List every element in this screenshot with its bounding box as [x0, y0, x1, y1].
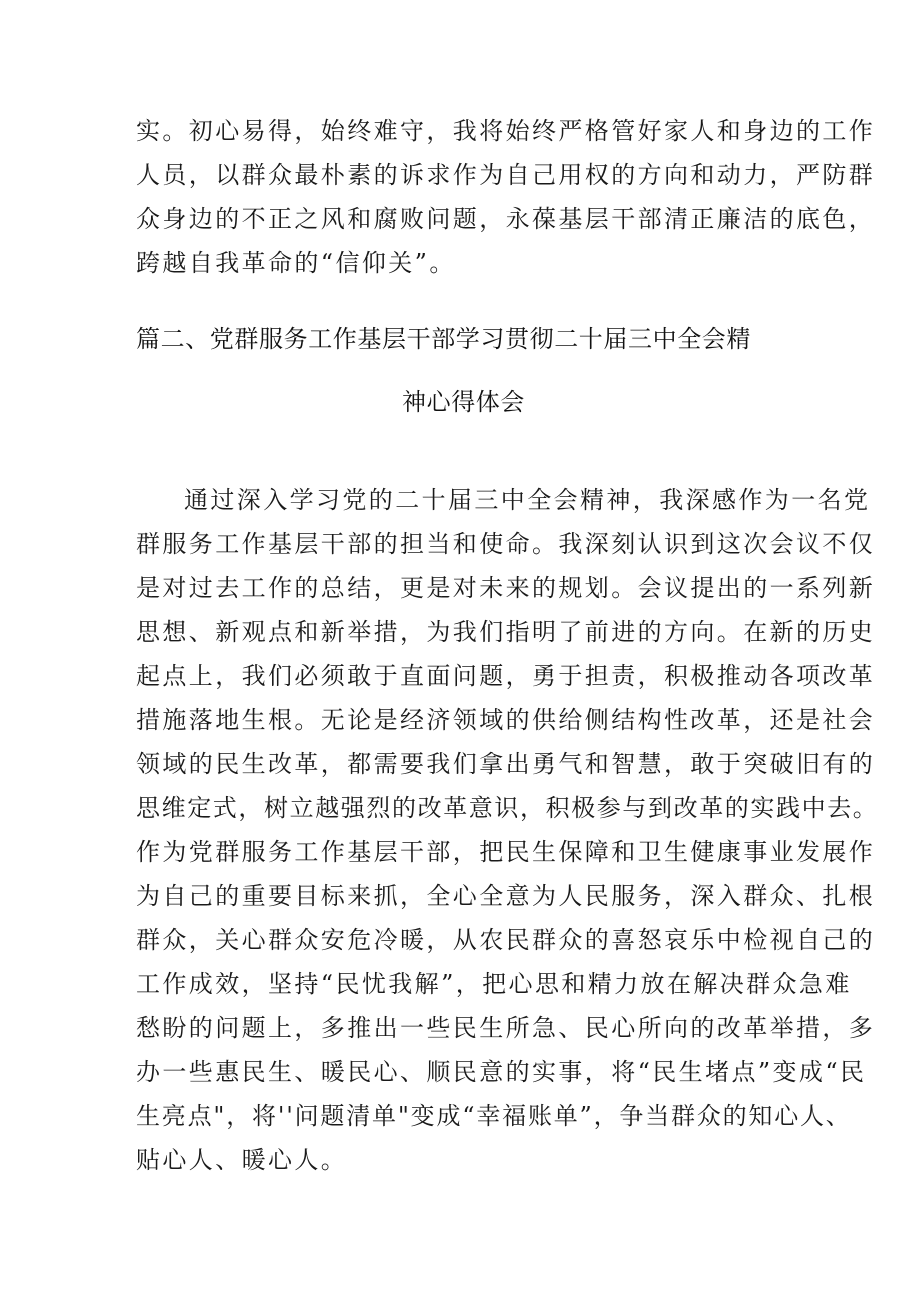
body-paragraph-line: 思维定式，树立越强烈的改革意识，积极参与到改革的实践中去。 [136, 794, 879, 822]
body-paragraph-line: 作为党群服务工作基层干部，把民生保障和卫生健康事业发展作 [136, 838, 876, 866]
top-paragraph-line: 实。初心易得，始终难守，我将始终严格管好家人和身边的工作 [136, 117, 876, 145]
body-paragraph-line: 思想、新观点和新举措，为我们指明了前进的方向。在新的历史 [136, 618, 876, 646]
body-paragraph-line: 群众，关心群众安危冷暖，从农民群众的喜怒哀乐中检视自己的 [136, 926, 876, 954]
section-heading-line1: 篇二、党群服务工作基层干部学习贯彻二十届三中全会精 [136, 325, 751, 353]
body-paragraph-line: 起点上，我们必须敢于直面问题，勇于担责，积极推动各项改革 [136, 662, 876, 690]
body-paragraph-line: 贴心人、暖心人。 [136, 1146, 348, 1174]
body-paragraph-line: 为自己的重要目标来抓，全心全意为人民服务，深入群众、扎根 [136, 882, 876, 910]
top-paragraph-line: 众身边的不正之风和腐败问题，永葆基层干部清正廉洁的底色， [136, 205, 876, 233]
body-paragraph-line: 办一些惠民生、暖民心、顺民意的实事，将“民生堵点”变成“民 [136, 1058, 867, 1086]
body-paragraph-line: 是对过去工作的总结，更是对未来的规划。会议提出的一系列新 [136, 574, 876, 602]
body-paragraph-line: 群服务工作基层干部的担当和使命。我深刻认识到这次会议不仅 [136, 530, 876, 558]
top-paragraph-line: 跨越自我革命的“信仰关”。 [136, 249, 456, 277]
top-paragraph-line: 人员，以群众最朴素的诉求作为自己用权的方向和动力，严防群 [136, 161, 876, 189]
body-paragraph-line: 通过深入学习党的二十届三中全会精神，我深感作为一名党 [184, 486, 871, 514]
section-heading-line2: 神心得体会 [402, 388, 525, 416]
body-paragraph-line: 措施落地生根。无论是经济领域的供给侧结构性改革，还是社会 [136, 706, 876, 734]
body-paragraph-line: 领域的民生改革，都需要我们拿出勇气和智慧，敢于突破旧有的 [136, 750, 876, 778]
body-paragraph-line: 工作成效，坚持“民忧我解”，把心思和精力放在解决群众急难 [136, 970, 852, 998]
body-paragraph-line: 生亮点"，将''问题清单"变成“幸福账单”，争当群众的知心人、 [136, 1102, 852, 1130]
body-paragraph-line: 愁盼的问题上，多推出一些民生所急、民心所向的改革举措，多 [136, 1014, 876, 1042]
